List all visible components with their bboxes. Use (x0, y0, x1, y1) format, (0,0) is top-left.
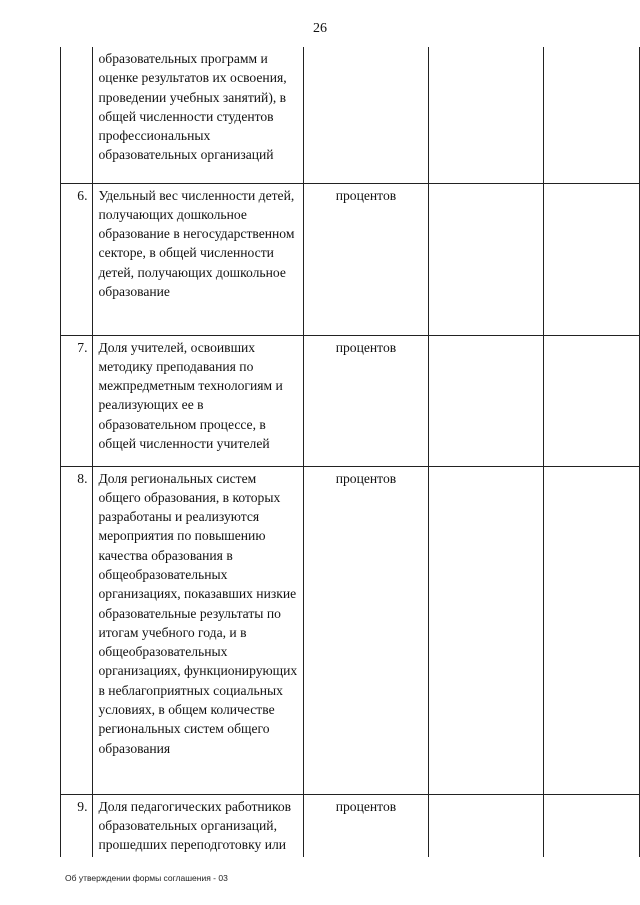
empty-cell (543, 47, 639, 183)
indicator-name: образовательных программ и оценке результатов их освоения, проведении учебных занятий), в общей численности студентов профессиональных образовательных организаций (93, 47, 303, 183)
empty-cell (543, 183, 639, 335)
indicators-table (60, 47, 640, 857)
unit-of-measure: процентов (303, 794, 428, 857)
table-row (61, 794, 640, 857)
empty-cell (429, 466, 544, 794)
table-row (61, 335, 640, 466)
row-number (61, 47, 93, 183)
row-number: 8. (61, 466, 93, 794)
row-number: 9. (61, 794, 93, 857)
table-row (61, 47, 640, 183)
unit-of-measure (303, 47, 428, 183)
indicator-name: Доля региональных систем общего образования, в которых разработаны и реализуются мероприятия по повышению качества образования в общеобразовательных организациях, показавших низкие образовательные результаты по итогам учебного года, и в общеобразовательных организациях, функционирующих в неблагоприятных социальных условиях, в общем количестве региональных систем общего образования (93, 466, 303, 794)
unit-of-measure: процентов (303, 335, 428, 466)
footer-document-id: Об утверждении формы соглашения - 03 (65, 873, 228, 883)
empty-cell (429, 47, 544, 183)
empty-cell (543, 335, 639, 466)
empty-cell (543, 794, 639, 857)
row-number: 6. (61, 183, 93, 335)
indicator-name: Доля учителей, освоивших методику преподавания по межпредметным технологиям и реализующих ее в образовательном процессе, в общей численности учителей (93, 335, 303, 466)
unit-of-measure: процентов (303, 183, 428, 335)
unit-of-measure: процентов (303, 466, 428, 794)
indicator-name: Удельный вес численности детей, получающих дошкольное образование в негосударственном секторе, в общей численности детей, получающих дошкольное образование (93, 183, 303, 335)
indicator-name: Доля педагогических работников образовательных организаций, прошедших переподготовку или (93, 794, 303, 857)
empty-cell (429, 183, 544, 335)
table-row (61, 183, 640, 335)
empty-cell (543, 466, 639, 794)
row-number: 7. (61, 335, 93, 466)
empty-cell (429, 335, 544, 466)
table-row (61, 466, 640, 794)
page-number: 26 (313, 21, 327, 36)
empty-cell (429, 794, 544, 857)
